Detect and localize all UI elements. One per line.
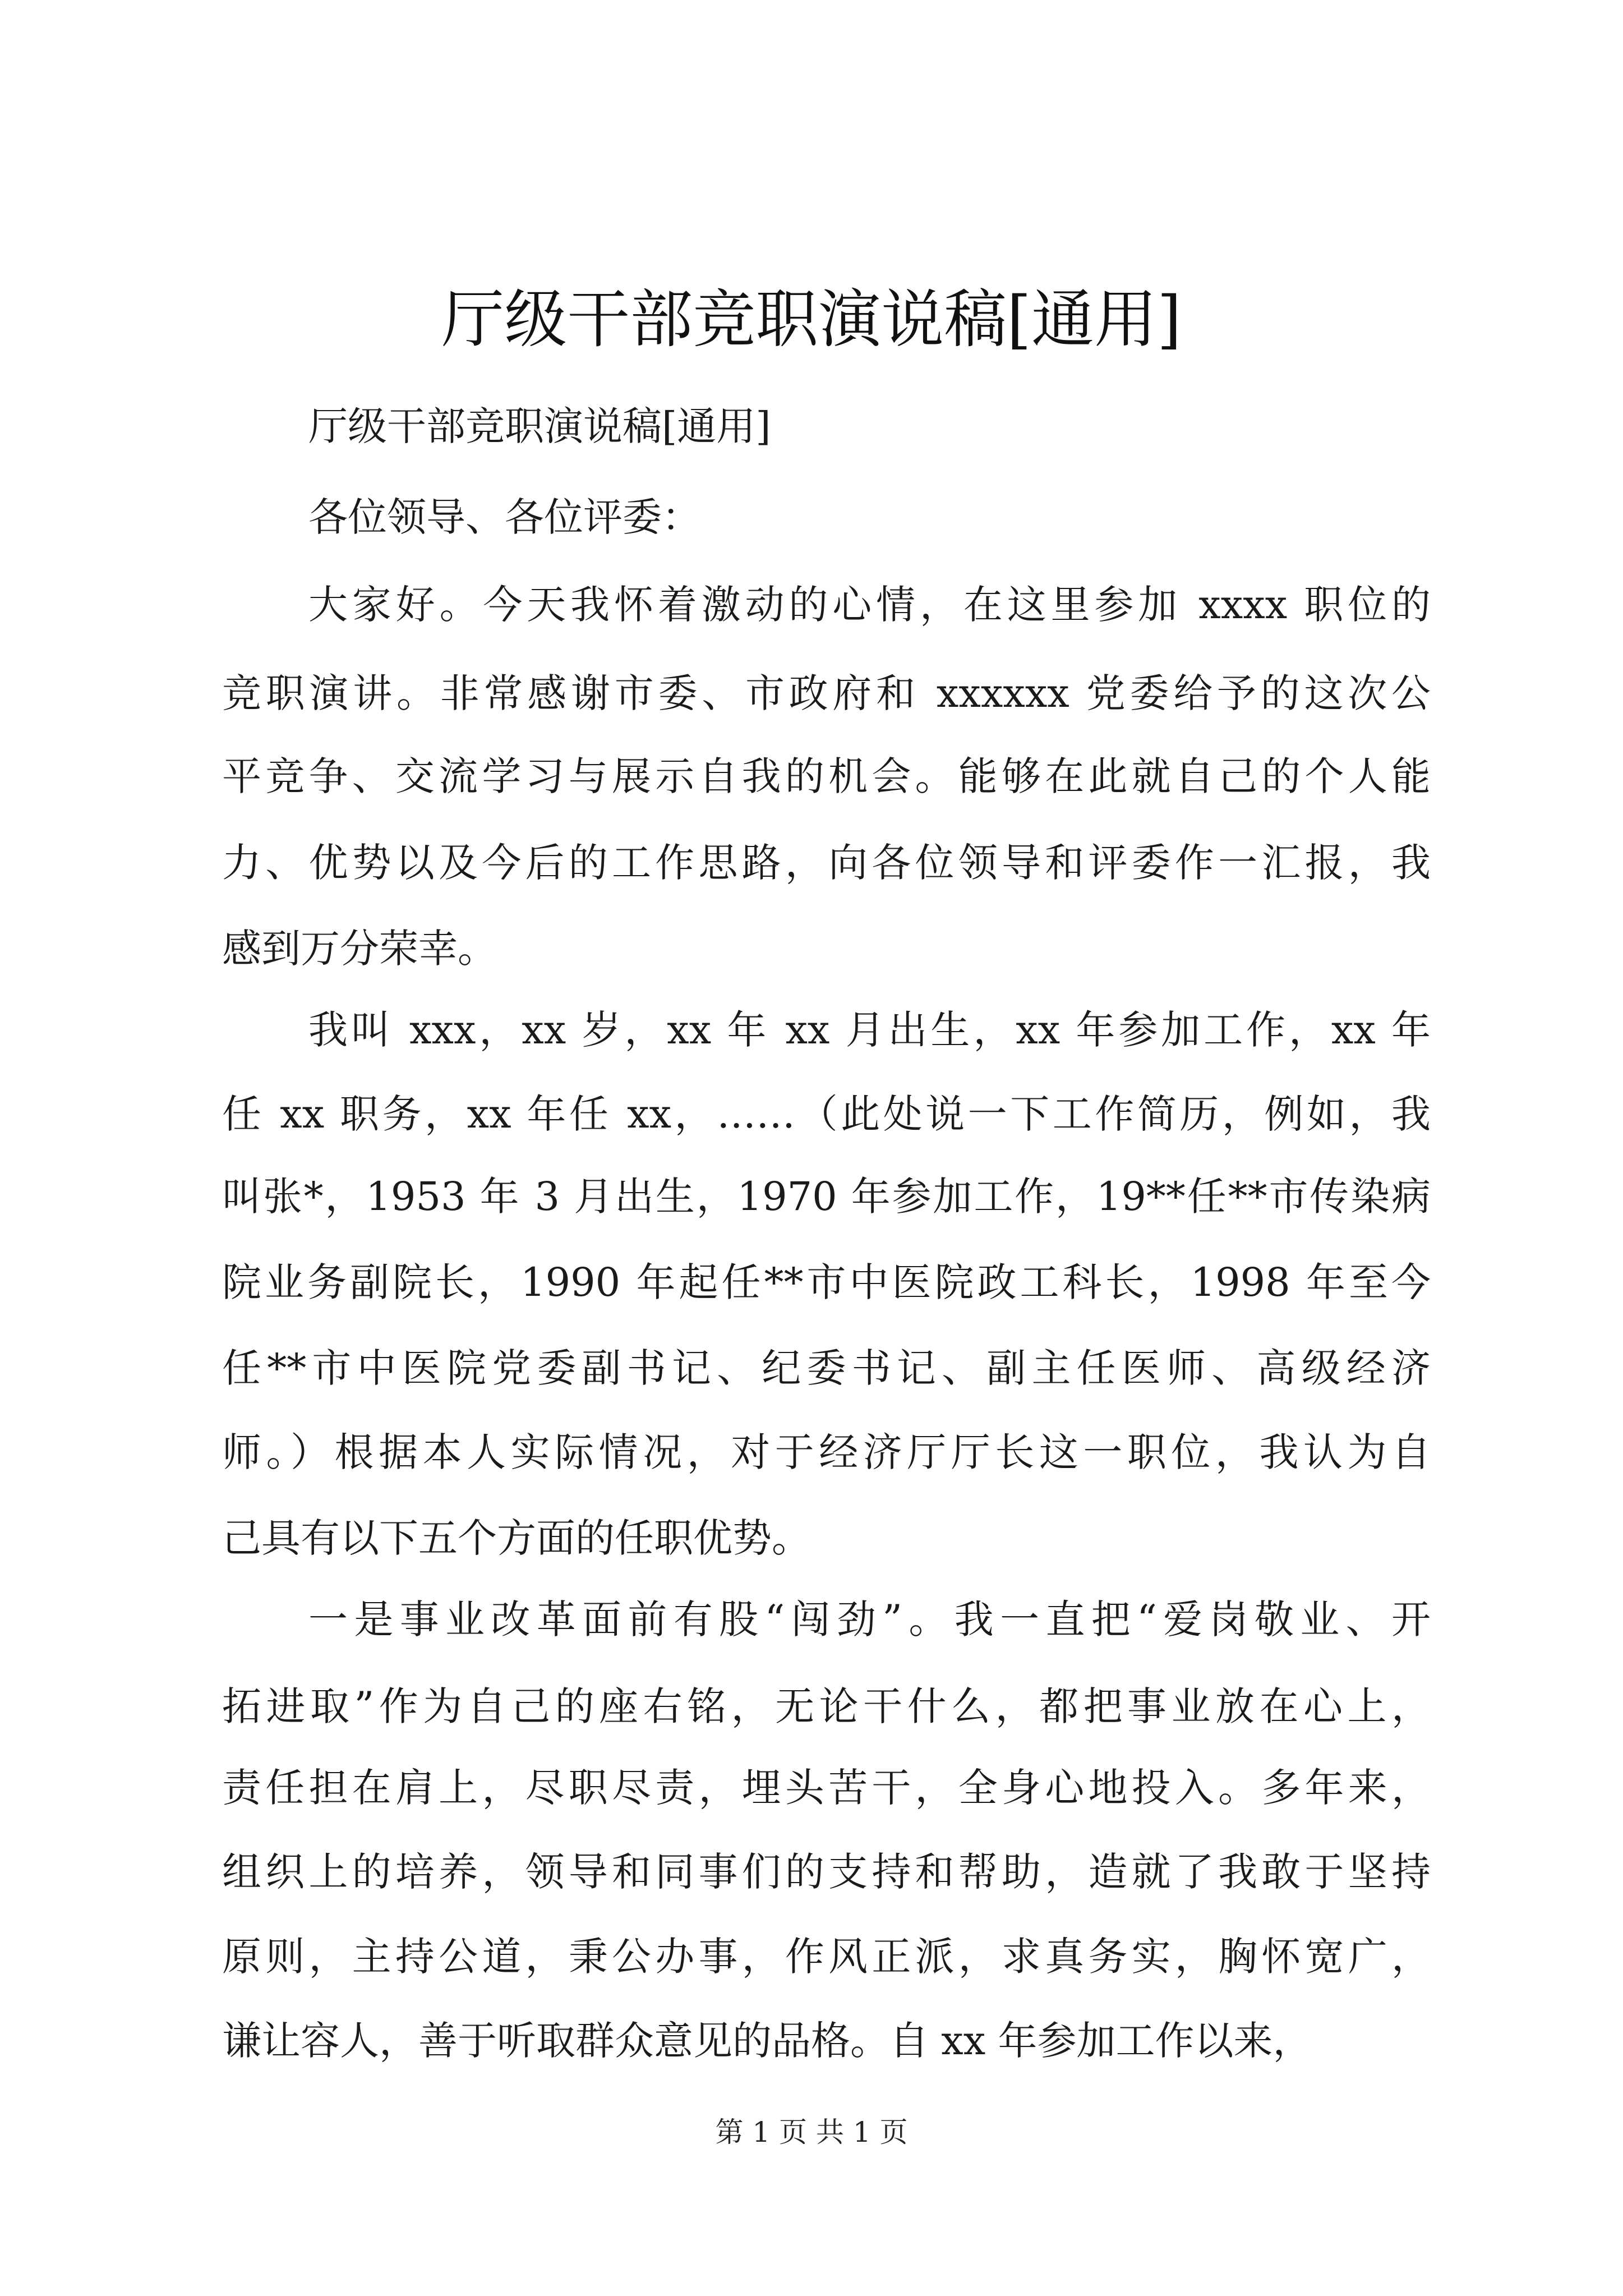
paragraph-line: 院业务副院长，1990 年起任**市中医院政工科长，1998 年至今 bbox=[222, 1259, 1431, 1305]
paragraph-line: 平竞争、交流学习与展示自我的机会。能够在此就自己的个人能 bbox=[222, 753, 1431, 799]
document-title: 厅级干部竞职演说稿[通用] bbox=[441, 283, 1182, 356]
paragraph-line: 任 xx 职务，xx 年任 xx，……（此处说一下工作简历，例如，我 bbox=[222, 1091, 1431, 1137]
paragraph-line: 我叫 xxx，xx 岁，xx 年 xx 月出生，xx 年参加工作，xx 年 bbox=[308, 1007, 1431, 1053]
paragraph-line: 大家好。今天我怀着激动的心情，在这里参加 xxxx 职位的 bbox=[308, 582, 1431, 628]
paragraph-line: 一是事业改革面前有股“闯劲”。我一直把“爱岗敬业、开 bbox=[308, 1596, 1431, 1642]
salutation-line: 各位领导、各位评委： bbox=[308, 494, 701, 540]
paragraph-line: 谦让容人，善于听取群众意见的品格。自 xx 年参加工作以来， bbox=[222, 2018, 1312, 2064]
paragraph-line: 己具有以下五个方面的任职优势。 bbox=[222, 1515, 811, 1561]
subtitle-line: 厅级干部竞职演说稿[通用] bbox=[308, 403, 771, 449]
paragraph-line: 叫张*，1953 年 3 月出生，1970 年参加工作，19**任**市传染病 bbox=[222, 1174, 1431, 1220]
paragraph-line: 感到万分荣幸。 bbox=[222, 926, 497, 972]
paragraph-line: 组织上的培养，领导和同事们的支持和帮助，造就了我敢于坚持 bbox=[222, 1849, 1431, 1895]
paragraph-line: 责任担在肩上，尽职尽责，埋头苦干，全身心地投入。多年来， bbox=[222, 1765, 1431, 1811]
paragraph-line: 原则，主持公道，秉公办事，作风正派，求真务实，胸怀宽广， bbox=[222, 1934, 1431, 1980]
paragraph-line: 力、优势以及今后的工作思路，向各位领导和评委作一汇报，我 bbox=[222, 840, 1431, 886]
paragraph-line: 竞职演讲。非常感谢市委、市政府和 xxxxxx 党委给予的这次公 bbox=[222, 670, 1431, 716]
page-number-footer: 第 1 页 共 1 页 bbox=[715, 2116, 908, 2148]
paragraph-line: 师。）根据本人实际情况，对于经济厅厅长这一职位，我认为自 bbox=[222, 1429, 1431, 1475]
paragraph-line: 拓进取”作为自己的座右铭，无论干什么，都把事业放在心上， bbox=[222, 1683, 1431, 1729]
paragraph-line: 任**市中医院党委副书记、纪委书记、副主任医师、高级经济 bbox=[222, 1345, 1431, 1391]
